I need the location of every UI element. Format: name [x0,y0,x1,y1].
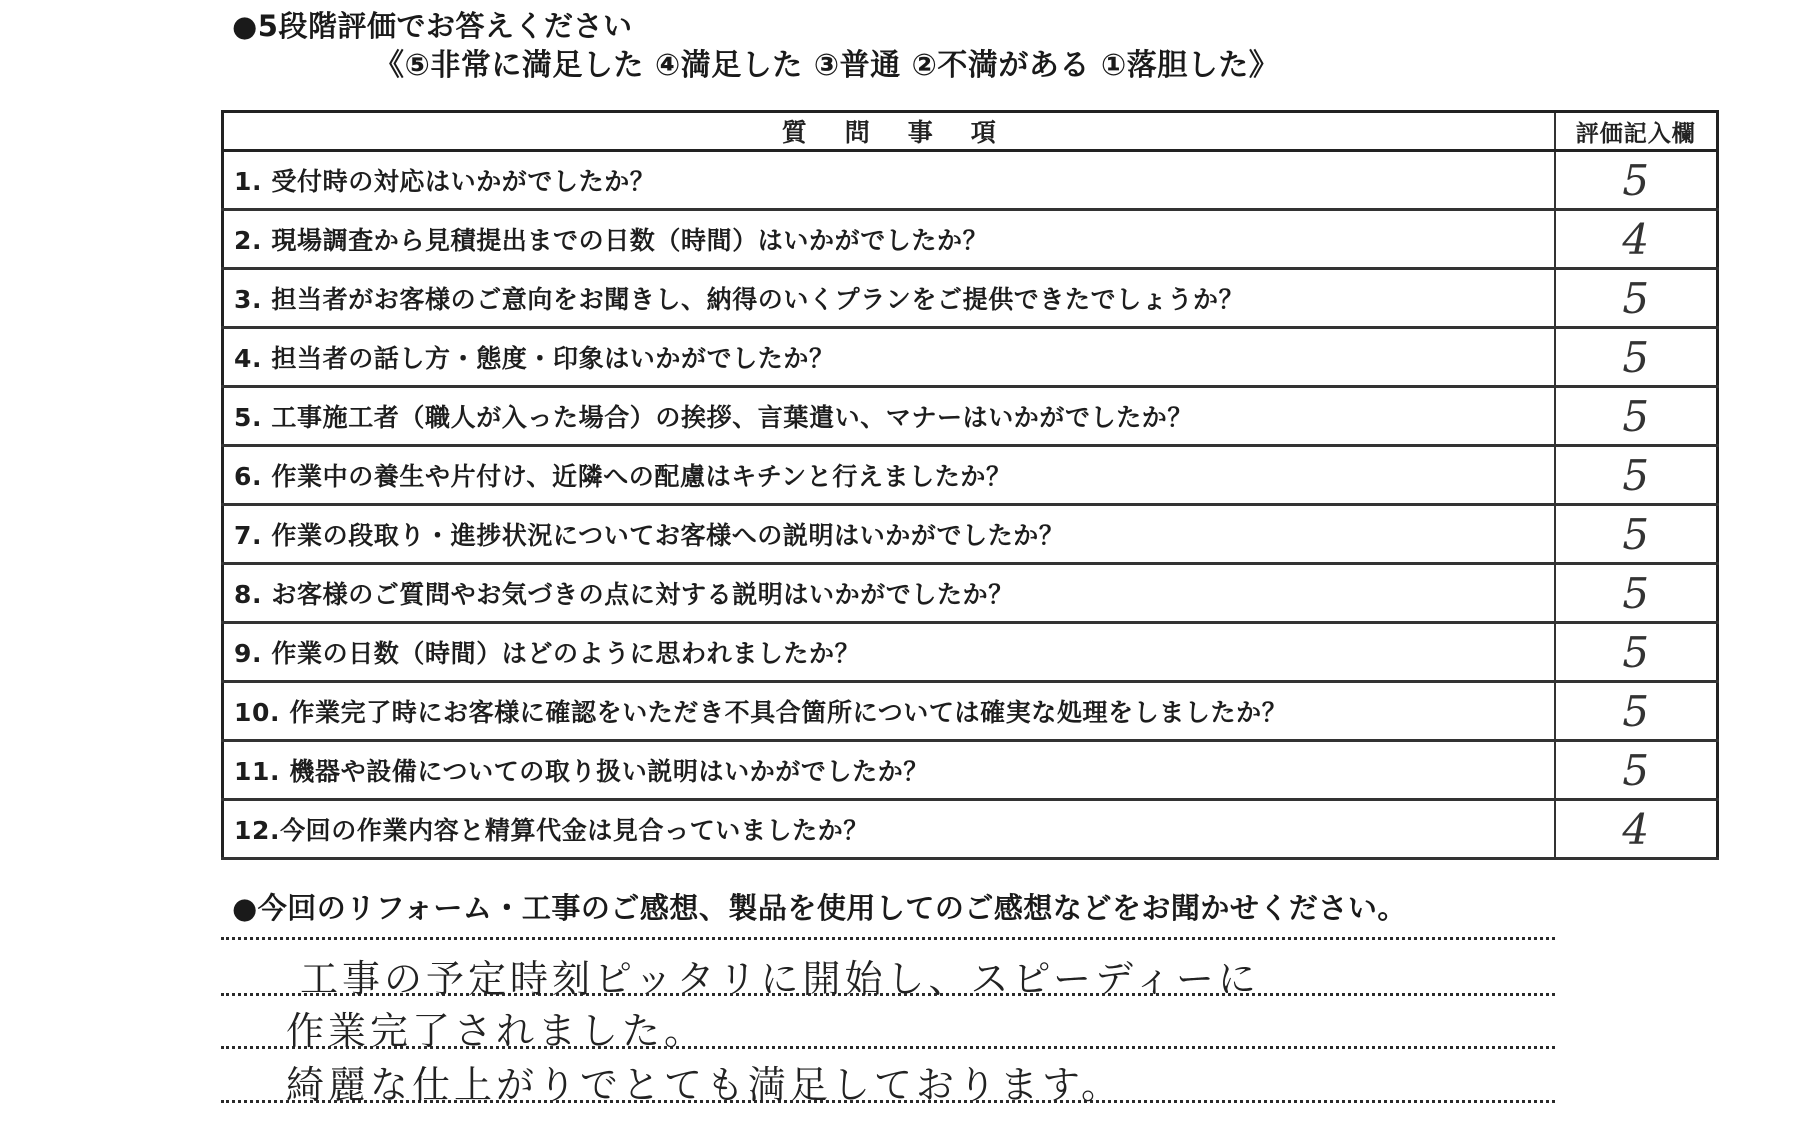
rating-value: 4 [1555,210,1718,269]
table-row [223,623,1718,682]
rating-value: 5 [1555,741,1718,800]
rating-value: 5 [1555,446,1718,505]
table-row [223,800,1718,859]
rating-column-header: 評価記入欄 [1555,112,1718,151]
rating-value: 5 [1555,564,1718,623]
rating-value: 4 [1555,800,1718,859]
question-text: 7. 作業の段取り・進捗状況についてお客様への説明はいかがでしたか？ [223,505,1555,564]
rating-value: 5 [1555,328,1718,387]
table-row [223,269,1718,328]
question-text: 12.今回の作業内容と精算代金は見合っていましたか？ [223,800,1555,859]
question-text: 4. 担当者の話し方・態度・印象はいかがでしたか？ [223,328,1555,387]
handwritten-comment-line: 工事の予定時刻ピッタリに開始し、スピーディーに [300,957,1260,1001]
question-text: 1. 受付時の対応はいかがでしたか？ [223,151,1555,210]
table-row [223,387,1718,446]
handwritten-comment-line: 綺麗な仕上がりでとても満足しております。 [286,1063,1123,1107]
table-row [223,328,1718,387]
table-row [223,151,1718,210]
rating-value: 5 [1555,387,1718,446]
question-text: 2. 現場調査から見積提出までの日数（時間）はいかがでしたか？ [223,210,1555,269]
rating-value: 5 [1555,623,1718,682]
handwritten-comment-line: 作業完了されました。 [286,1009,707,1053]
table-header-row [223,112,1718,151]
rating-value: 5 [1555,505,1718,564]
question-text: 9. 作業の日数（時間）はどのように思われましたか？ [223,623,1555,682]
rating-value: 5 [1555,682,1718,741]
question-text: 11. 機器や設備についての取り扱い説明はいかがでしたか？ [223,741,1555,800]
rating-value: 5 [1555,151,1718,210]
table-row [223,505,1718,564]
question-text: 6. 作業中の養生や片付け、近隣への配慮はキチンと行えましたか？ [223,446,1555,505]
table-row [223,446,1718,505]
rating-instruction: ●5段階評価でお答えください [232,9,633,43]
rating-scale-legend: 《⑤非常に満足した ④満足した ③普通 ②不満がある ①落胆した》 [374,48,1280,83]
table-row [223,564,1718,623]
question-text: 10. 作業完了時にお客様に確認をいただき不具合箇所については確実な処理をしましたか？ [223,682,1555,741]
table-row [223,682,1718,741]
table-row [223,210,1718,269]
survey-table [221,110,1719,860]
rating-value: 5 [1555,269,1718,328]
question-column-header: 質問事項 [223,112,1555,151]
table-row [223,741,1718,800]
question-text: 5. 工事施工者（職人が入った場合）の挨拶、言葉遣い、マナーはいかがでしたか？ [223,387,1555,446]
question-text: 8. お客様のご質問やお気づきの点に対する説明はいかがでしたか？ [223,564,1555,623]
comments-prompt: ●今回のリフォーム・工事のご感想、製品を使用してのご感想などをお聞かせください。 [232,891,1407,925]
comment-line [221,937,1555,940]
question-text: 3. 担当者がお客様のご意向をお聞きし、納得のいくプランをご提供できたでしょうか？ [223,269,1555,328]
